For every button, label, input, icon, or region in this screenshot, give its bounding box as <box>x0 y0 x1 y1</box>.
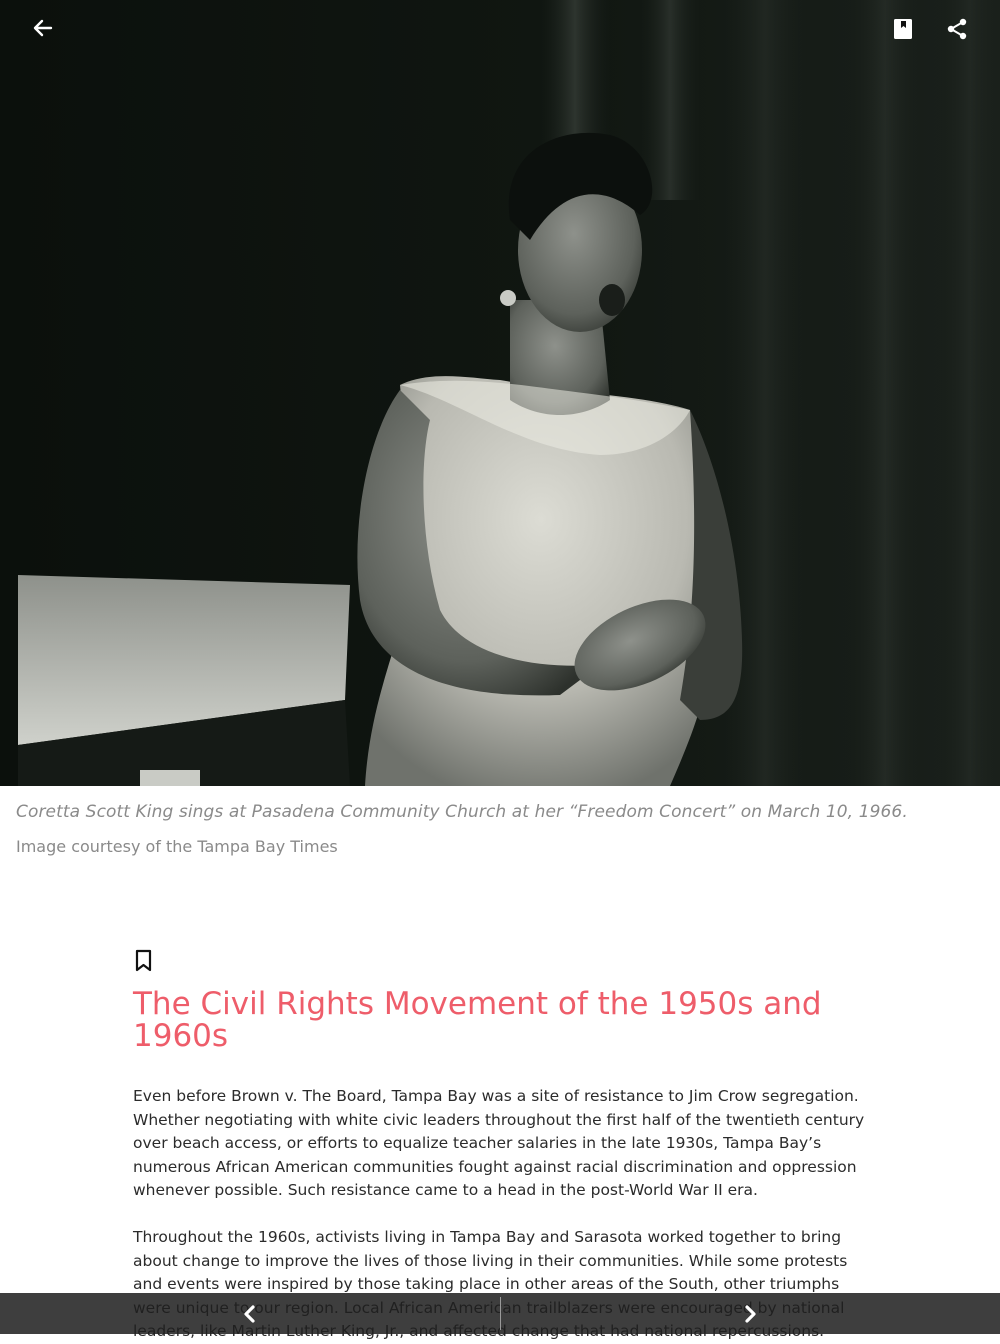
chevron-left-icon <box>243 1305 257 1323</box>
section-title: The Civil Rights Movement of the 1950s and 1960s <box>133 986 822 1054</box>
bottom-navigation-bar <box>0 1293 1000 1334</box>
article-paragraph: Even before Brown v. The Board, Tampa Bay was a site of resistance to Jim Crow segregation. Whether negotiating with white civic leaders throughout the first half of the twentieth century over beach access, or efforts to equalize teacher salaries in the late 1930s, Tampa Bay’s numerous African American communities fought against racial discrimination and oppression whenever possible. Such resistance came to a head in the post-World War II era. <box>133 1087 865 1199</box>
photo-credit: Image courtesy of the Tampa Bay Times <box>16 837 338 856</box>
next-page-button[interactable] <box>720 1293 780 1334</box>
share-icon <box>946 18 968 40</box>
nav-divider <box>500 1297 501 1330</box>
bookmark-filled-icon <box>893 18 913 40</box>
bookmark-outline-icon <box>133 948 155 974</box>
arrow-left-icon <box>31 16 55 40</box>
bookmark-page-button[interactable] <box>883 9 923 49</box>
photo-caption: Coretta Scott King sings at Pasadena Community Church at her “Freedom Concert” on March 10, 1966. <box>16 802 908 822</box>
chevron-right-icon <box>743 1305 757 1323</box>
article-paragraph: Throughout the 1960s, activists living in Tampa Bay and Sarasota worked together to bring about change to improve the lives of those living in their communities. While some protests and events were inspired by those taking place in other areas of the South, other triumphs <box>133 1228 848 1293</box>
back-button[interactable] <box>23 8 63 48</box>
section-bookmark-button[interactable] <box>133 948 155 974</box>
previous-page-button[interactable] <box>220 1293 280 1334</box>
top-toolbar <box>0 0 1000 60</box>
share-button[interactable] <box>937 9 977 49</box>
